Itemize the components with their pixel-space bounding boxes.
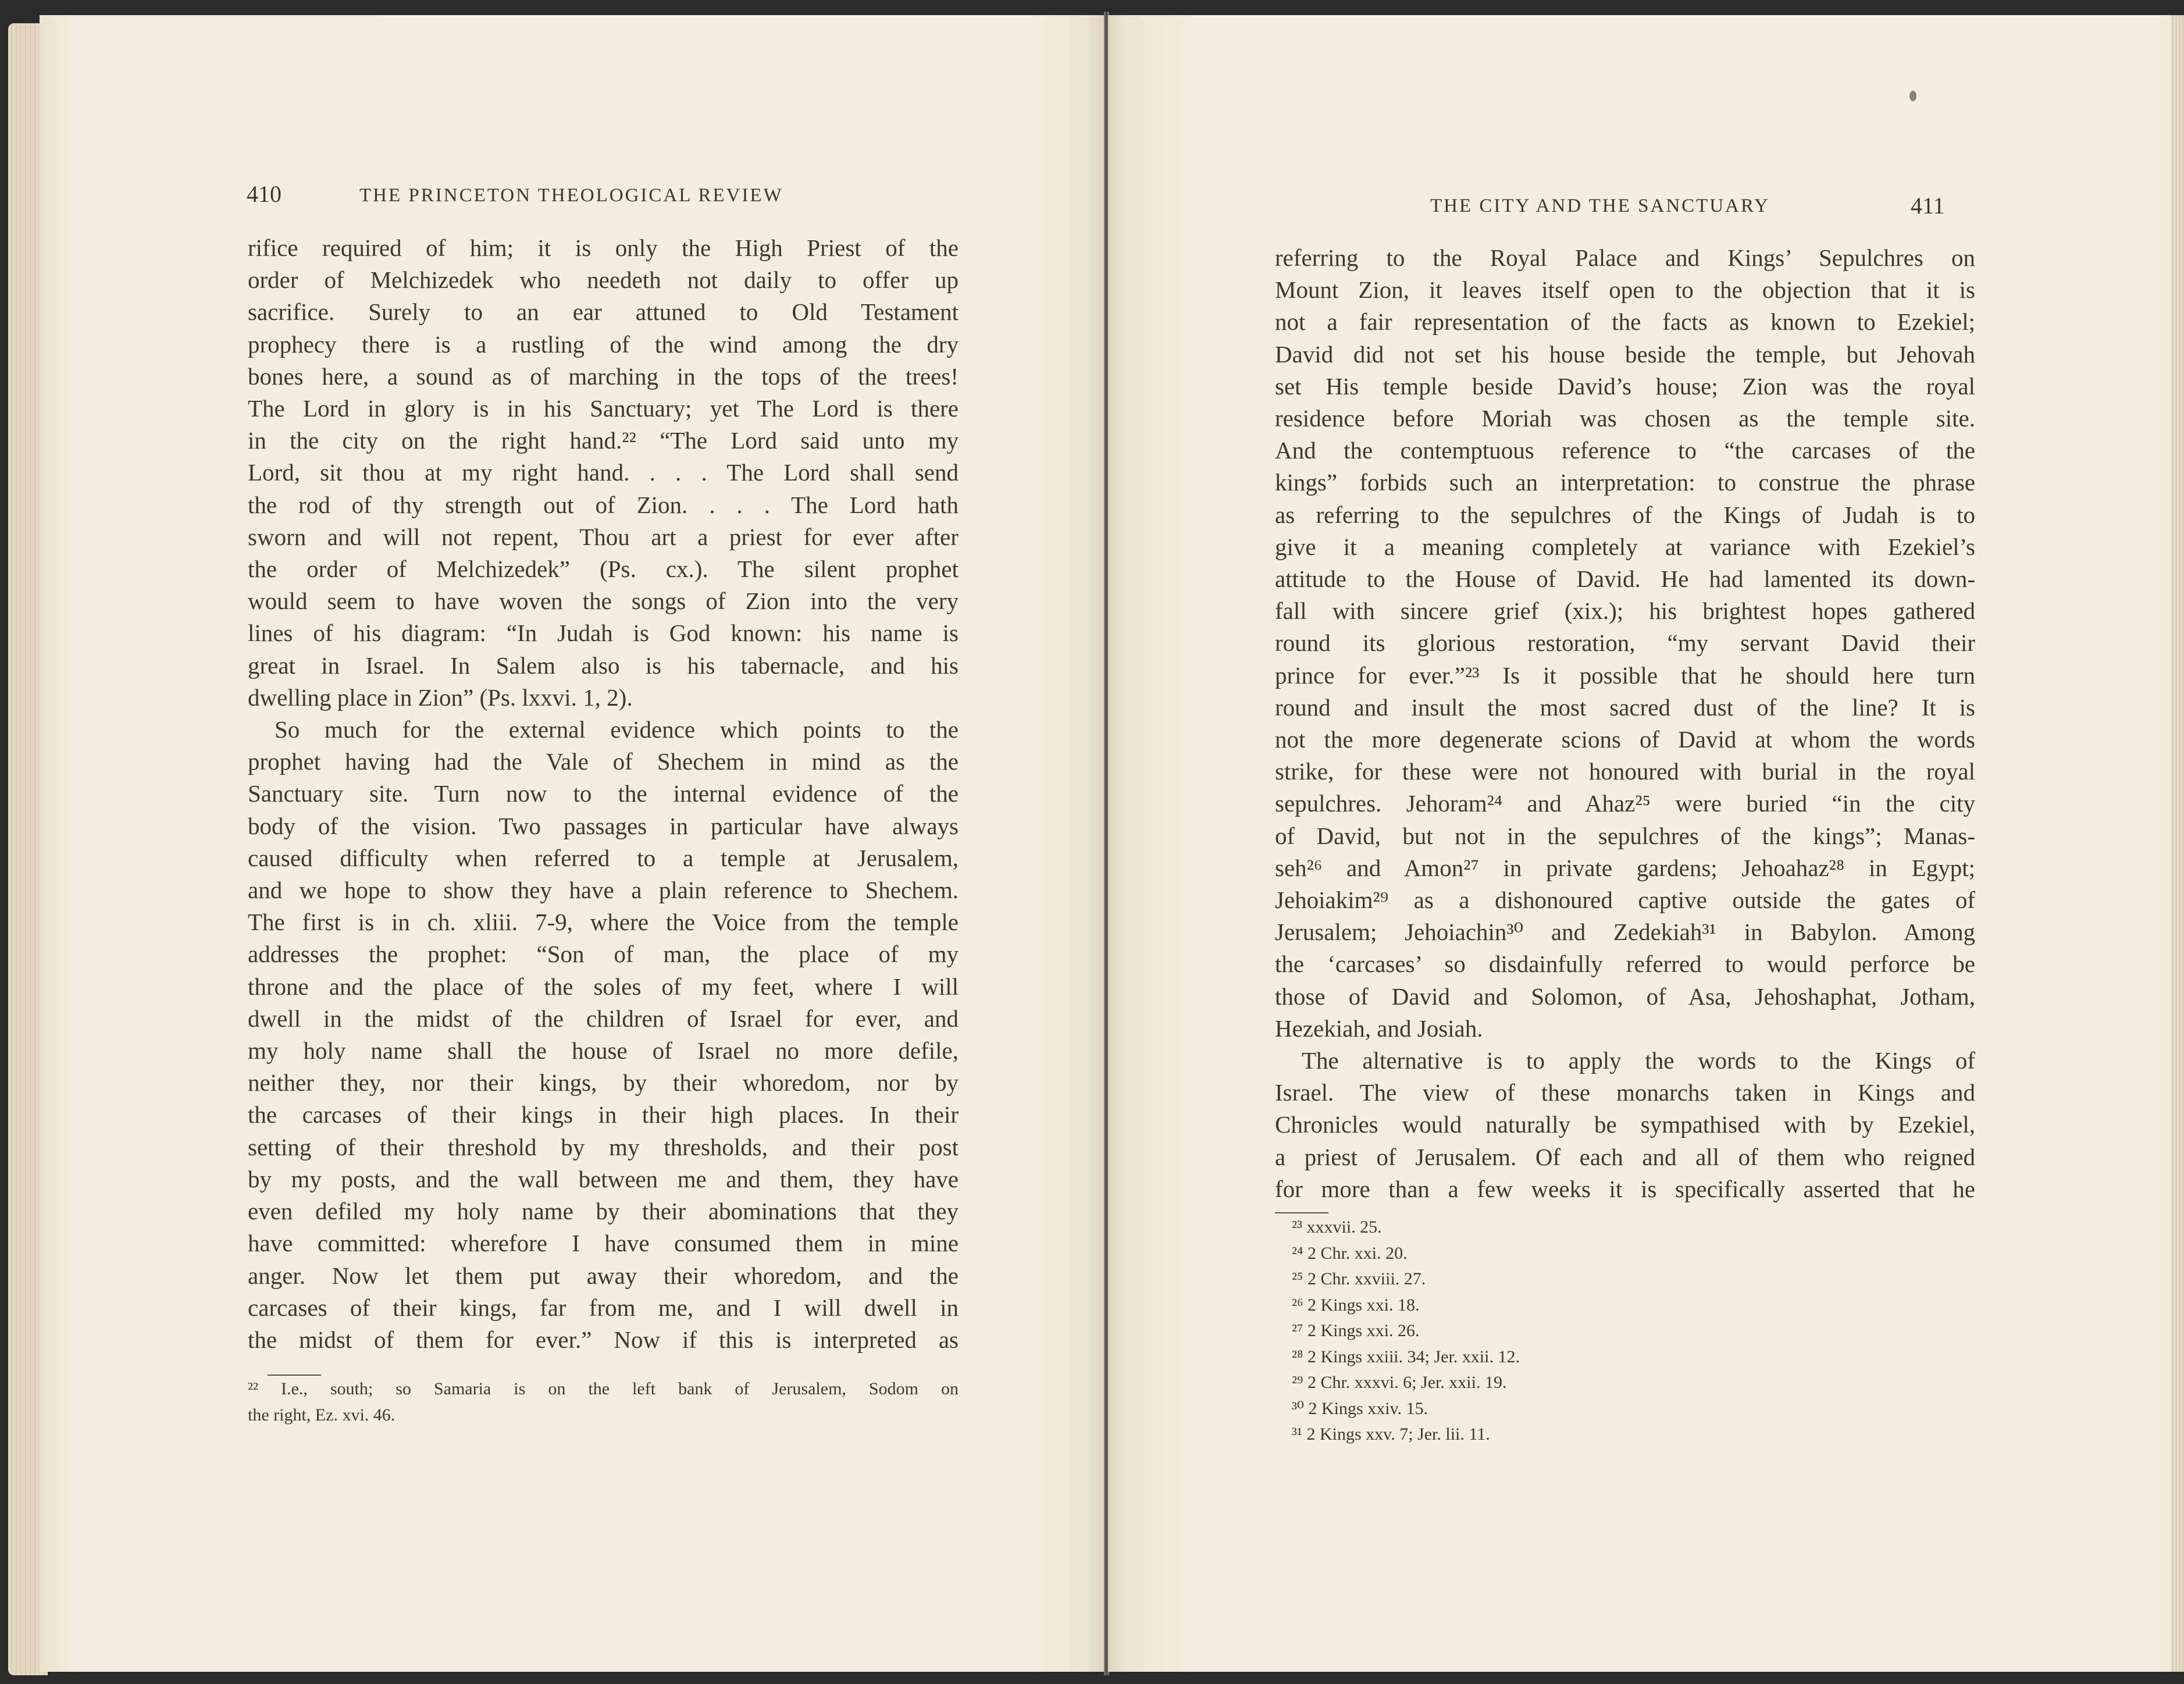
text-line: even defiled my holy name by their abominations that they xyxy=(248,1198,959,1225)
footnote-line: ²⁶ 2 Kings xxi. 18. xyxy=(1292,1295,1420,1315)
text-line: Jehoiakim²⁹ as a dishonoured captive outside the gates of xyxy=(1275,886,1975,914)
text-line: for more than a few weeks it is specifically asserted that he xyxy=(1275,1175,1975,1202)
right-page xyxy=(1108,15,2184,1672)
text-line: round its glorious restoration, “my servant David their xyxy=(1275,629,1975,657)
text-line: Hezekiah, and Josiah. xyxy=(1275,1014,1483,1042)
text-line: body of the vision. Two passages in particular have always xyxy=(248,812,959,839)
text-line: Jerusalem; Jehoiachin³⁰ and Zedekiah³¹ in Babylon. Among xyxy=(1275,918,1975,946)
text-line: prince for ever.”²³ Is it possible that he should here turn xyxy=(1275,661,1975,689)
page-number-left: 410 xyxy=(247,181,282,207)
text-line: the order of Melchizedek” (Ps. cx.). The silent prophet xyxy=(248,556,959,583)
text-line: not the more degenerate scions of David at whom the words xyxy=(1275,726,1975,753)
text-line: neither they, nor their kings, by their whoredom, nor by xyxy=(248,1069,959,1096)
text-line: The first is in ch. xliii. 7-9, where the Voice from the temple xyxy=(248,909,959,936)
footnote-line: the right, Ez. xvi. 46. xyxy=(248,1405,396,1425)
text-line: David did not set his house beside the temple, but Jehovah xyxy=(1275,340,1975,368)
text-line: dwell in the midst of the children of Israel for ever, and xyxy=(248,1005,959,1032)
text-line: Mount Zion, it leaves itself open to the objection that it is xyxy=(1275,276,1975,304)
footnote-line: ²⁸ 2 Kings xxiii. 34; Jer. xxii. 12. xyxy=(1292,1347,1520,1366)
text-line: set His temple beside David’s house; Zion was the royal xyxy=(1275,372,1975,400)
right-footnotes xyxy=(1292,1215,1815,1448)
text-line: in the city on the right hand.²² “The Lord said unto my xyxy=(248,427,959,454)
text-line: kings” forbids such an interpretation: to construe the phrase xyxy=(1275,469,1975,496)
text-line: sepulchres. Jehoram²⁴ and Ahaz²⁵ were buried “in the city xyxy=(1275,790,1975,817)
text-line: lines of his diagram: “In Judah is God known: his name is xyxy=(248,620,959,647)
text-line: addresses the prophet: “Son of man, the place of my xyxy=(248,941,959,968)
footnote-line: ³¹ 2 Kings xxv. 7; Jer. lii. 11. xyxy=(1292,1425,1490,1444)
text-line: throne and the place of the soles of my feet, where I will xyxy=(248,973,959,1000)
text-line: fall with sincere grief (xix.); his brightest hopes gathered xyxy=(1275,597,1975,625)
text-line: seh²⁶ and Amon²⁷ in private gardens; Jehoahaz²⁸ in Egypt; xyxy=(1275,854,1975,881)
left-footnotes xyxy=(248,1376,959,1428)
running-head-left: THE PRINCETON THEOLOGICAL REVIEW xyxy=(359,185,783,206)
text-line: give it a meaning completely at variance with Ezekiel’s xyxy=(1275,533,1975,560)
text-line: by my posts, and the wall between me and them, they have xyxy=(248,1165,959,1192)
text-line: those of David and Solomon, of Asa, Jehoshaphat, Jotham, xyxy=(1275,982,1975,1010)
footnote-line: ²⁷ 2 Kings xxi. 26. xyxy=(1292,1321,1420,1340)
text-line: order of Melchizedek who needeth not daily to offer up xyxy=(248,266,959,294)
text-line: strike, for these were not honoured with burial in the royal xyxy=(1275,758,1975,785)
page-edges-right xyxy=(2171,15,2184,1672)
right-body-text xyxy=(1275,242,1975,1205)
footnote-line: ²² I.e., south; so Samaria is on the left bank of Jerusalem, Sodom on xyxy=(248,1379,959,1398)
left-page xyxy=(40,15,1105,1672)
text-line: referring to the Royal Palace and Kings’ Sepulchres on xyxy=(1275,244,1975,271)
footnote-line: ²³ xxxvii. 25. xyxy=(1292,1217,1382,1237)
left-body-text xyxy=(248,232,959,1356)
text-line: sacrifice. Surely to an ear attuned to Old Testament xyxy=(248,298,959,326)
footnote-line: ³⁰ 2 Kings xxiv. 15. xyxy=(1292,1398,1428,1418)
text-line: residence before Moriah was chosen as the temple site. xyxy=(1275,405,1975,432)
text-line: the midst of them for ever.” Now if this is interpreted as xyxy=(248,1326,959,1353)
text-line: round and insult the most sacred dust of the line? It is xyxy=(1275,693,1975,721)
text-line: dwelling place in Zion” (Ps. lxxvi. 1, 2). xyxy=(248,683,633,711)
text-line: The Lord in glory is in his Sanctuary; yet The Lord is there xyxy=(248,395,959,422)
text-line: prophecy there is a rustling of the wind among the dry xyxy=(248,330,959,358)
text-line: of David, but not in the sepulchres of the kings”; Manas- xyxy=(1275,822,1975,849)
text-line: the carcases of their kings in their high places. In their xyxy=(248,1101,959,1128)
text-line: rifice required of him; it is only the High Priest of the xyxy=(248,234,959,261)
text-line: would seem to have woven the songs of Zion into the very xyxy=(248,588,959,615)
text-line: great in Israel. In Salem also is his tabernacle, and his xyxy=(248,651,959,679)
text-line: And the contemptuous reference to “the carcases of the xyxy=(1275,437,1975,464)
text-line: have committed: wherefore I have consumed them in mine xyxy=(248,1230,959,1257)
text-line: setting of their threshold by my thresholds, and their post xyxy=(248,1133,959,1160)
text-line: prophet having had the Vale of Shechem in mind as the xyxy=(248,748,959,775)
footnote-rule-left xyxy=(268,1375,321,1376)
text-line: Chronicles would naturally be sympathised with by Ezekiel, xyxy=(1275,1111,1975,1138)
text-line: Israel. The view of these monarchs taken in Kings and xyxy=(1275,1079,1975,1106)
running-head-right: THE CITY AND THE SANCTUARY xyxy=(1430,195,1770,216)
text-line: the ‘carcases’ so disdainfully referred to would perforce be xyxy=(1275,950,1975,978)
text-line: carcases of their kings, far from me, and I will dwell in xyxy=(248,1294,959,1321)
text-line: sworn and will not repent, Thou art a priest for ever after xyxy=(248,523,959,550)
text-line: The alternative is to apply the words to the Kings of xyxy=(1302,1047,1975,1074)
text-line: and we hope to show they have a plain reference to Shechem. xyxy=(248,877,959,904)
text-line: Lord, sit thou at my right hand. . . . The Lord shall send xyxy=(248,459,959,486)
footnote-line: ²⁵ 2 Chr. xxviii. 27. xyxy=(1292,1269,1426,1288)
footnote-line: ²⁹ 2 Chr. xxxvi. 6; Jer. xxii. 19. xyxy=(1292,1373,1507,1392)
page-number-right: 411 xyxy=(1911,193,1945,219)
text-line: not a fair representation of the facts as known to Ezekiel; xyxy=(1275,308,1975,336)
paper-speck xyxy=(1909,91,1916,101)
text-line: as referring to the sepulchres of the Kings of Judah is to xyxy=(1275,501,1975,528)
text-line: my holy name shall the house of Israel no more defile, xyxy=(248,1037,959,1064)
footnote-rule-right xyxy=(1275,1212,1328,1213)
text-line: a priest of Jerusalem. Of each and all of them who reigned xyxy=(1275,1143,1975,1170)
text-line: attitude to the House of David. He had lamented its down- xyxy=(1275,565,1975,593)
footnote-line: ²⁴ 2 Chr. xxi. 20. xyxy=(1292,1243,1408,1263)
text-line: caused difficulty when referred to a temple at Jerusalem, xyxy=(248,844,959,871)
text-line: anger. Now let them put away their whoredom, and the xyxy=(248,1262,959,1289)
text-line: bones here, a sound as of marching in the tops of the trees! xyxy=(248,362,959,390)
text-line: Sanctuary site. Turn now to the internal evidence of the xyxy=(248,780,959,807)
text-line: So much for the external evidence which points to the xyxy=(275,716,959,743)
text-line: the rod of thy strength out of Zion. . . . The Lord hath xyxy=(248,491,959,518)
